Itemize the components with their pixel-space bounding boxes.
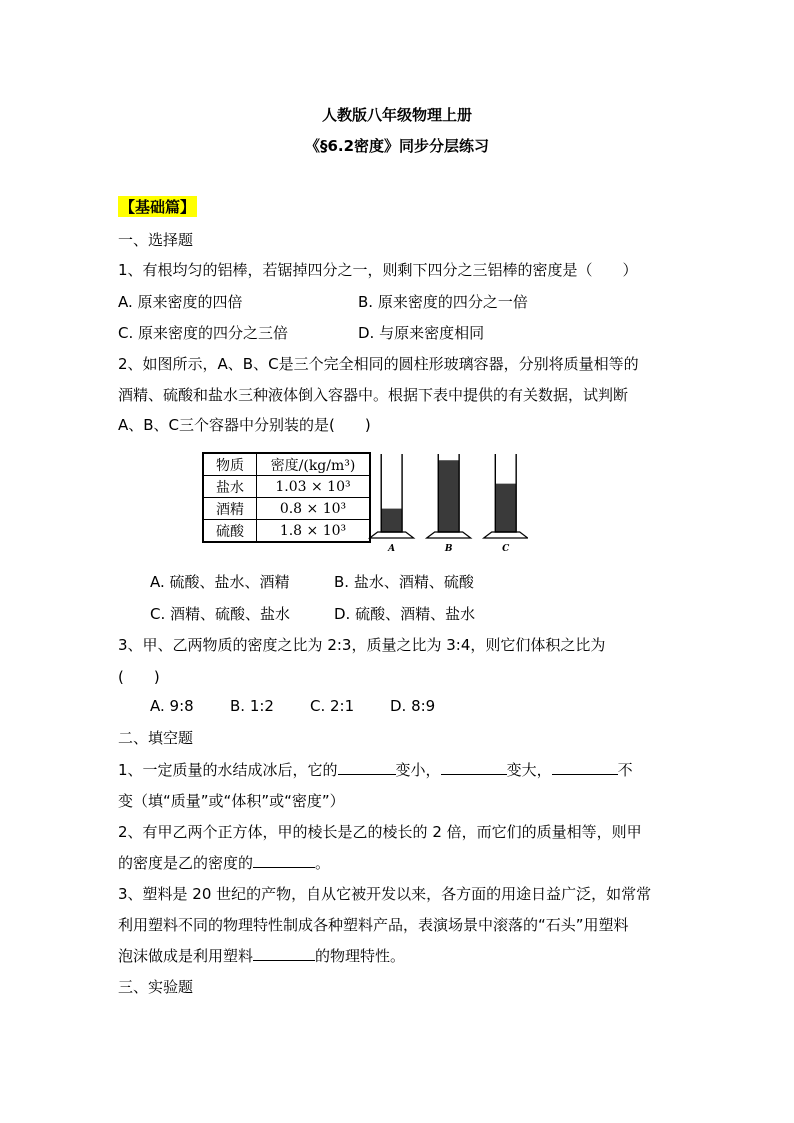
container-label-a: A: [388, 544, 396, 554]
q3-option-c: C. 2:1: [310, 697, 355, 715]
page-title: 人教版八年级物理上册: [321, 106, 472, 124]
table-header-cell: 物质: [203, 453, 257, 476]
table-row: [203, 498, 370, 520]
liquid-fill-b: [438, 460, 459, 532]
answer-blank[interactable]: [552, 759, 618, 775]
liquid-fill-c: [495, 484, 516, 532]
q2-option-b: B. 盐水、酒精、硫酸: [334, 573, 474, 591]
table-row: [203, 476, 370, 498]
q3-stem-line2: ( ): [118, 668, 160, 686]
q1-option-c: C. 原来密度的四分之三倍: [118, 324, 289, 342]
fill-q1-line1: [118, 759, 633, 780]
table-header-row: [203, 453, 370, 476]
q1-option-d: D. 与原来密度相同: [358, 324, 485, 342]
fill-q2-text-b: 。: [315, 854, 331, 872]
table-cell: 1.03 × 10³: [257, 476, 371, 498]
q2-stem-line3: A、B、C三个容器中分别装的是( ): [118, 416, 371, 434]
q2-option-a: A. 硫酸、盐水、酒精: [150, 573, 290, 591]
fill-q1-text-a: 1、一定质量的水结成冰后，它的: [118, 761, 338, 779]
q2-stem-line2: 酒精、硫酸和盐水三种液体倒入容器中。根据下表中提供的有关数据，试判断: [118, 386, 629, 404]
fill-q3-line3: [118, 945, 405, 966]
fill-q3-text-a: 泡沫做成是利用塑料: [118, 947, 254, 965]
q3-option-d: D. 8:9: [390, 697, 436, 715]
table-cell: 1.8 × 10³: [257, 520, 371, 543]
container-figure: [368, 448, 528, 556]
part3-heading: 三、实验题: [118, 978, 194, 996]
answer-blank[interactable]: [253, 945, 315, 961]
q2-option-c: C. 酒精、硫酸、盐水: [150, 605, 291, 623]
fill-q3-line1: 3、塑料是 20 世纪的产物，自从它被开发以来，各方面的用途日益广泛，如常常: [118, 885, 652, 903]
table-cell: 硫酸: [203, 520, 257, 543]
table-cell: 酒精: [203, 498, 257, 520]
table-cell: 0.8 × 10³: [257, 498, 371, 520]
container-label-b: B: [444, 544, 453, 554]
fill-q1-text-b: 变小，: [395, 761, 441, 779]
liquid-fill-a: [381, 509, 402, 532]
container-base-c: [484, 532, 528, 538]
q1-option-b: B. 原来密度的四分之一倍: [358, 293, 528, 311]
page-subtitle: 《§6.2密度》同步分层练习: [304, 137, 490, 155]
density-table: [202, 452, 371, 543]
fill-q3-text-b: 的物理特性。: [315, 947, 406, 965]
q1-option-a: A. 原来密度的四倍: [118, 293, 243, 311]
container-label-c: C: [502, 544, 510, 554]
q2-stem-line1: 2、如图所示，A、B、C是三个完全相同的圆柱形玻璃容器，分别将质量相等的: [118, 355, 639, 373]
table-row: [203, 520, 370, 543]
fill-q1-line2: 变（填“质量”或“体积”或“密度”）: [118, 792, 345, 810]
q1-stem: 1、有根均匀的铝棒，若锯掉四分之一，则剩下四分之三铝棒的密度是（ ）: [118, 261, 638, 279]
table-header-cell: 密度/(kg/m³): [257, 453, 371, 476]
container-base-a: [370, 532, 414, 538]
table-cell: 盐水: [203, 476, 257, 498]
q2-option-d: D. 硫酸、酒精、盐水: [334, 605, 476, 623]
fill-q2-text-a: 的密度是乙的密度的: [118, 854, 254, 872]
fill-q2-line2: [118, 852, 330, 873]
answer-blank[interactable]: [253, 852, 315, 868]
section-tag-basic: 【基础篇】: [120, 198, 196, 216]
q3-option-b: B. 1:2: [230, 697, 274, 715]
fill-q1-text-d: 不: [617, 761, 633, 779]
fill-q3-line2: 利用塑料不同的物理特性制成各种塑料产品，表演场景中滚落的“石头”用塑料: [118, 916, 629, 934]
answer-blank[interactable]: [441, 759, 507, 775]
fill-q1-text-c: 变大，: [506, 761, 552, 779]
container-base-b: [427, 532, 471, 538]
q3-option-a: A. 9:8: [150, 697, 194, 715]
part1-heading: 一、选择题: [118, 231, 194, 249]
fill-q2-line1: 2、有甲乙两个正方体，甲的棱长是乙的棱长的 2 倍，而它们的质量相等，则甲: [118, 823, 642, 841]
answer-blank[interactable]: [338, 759, 396, 775]
part2-heading: 二、填空题: [118, 729, 194, 747]
q3-stem-line1: 3、甲、乙两物质的密度之比为 2:3，质量之比为 3:4，则它们体积之比为: [118, 636, 606, 654]
